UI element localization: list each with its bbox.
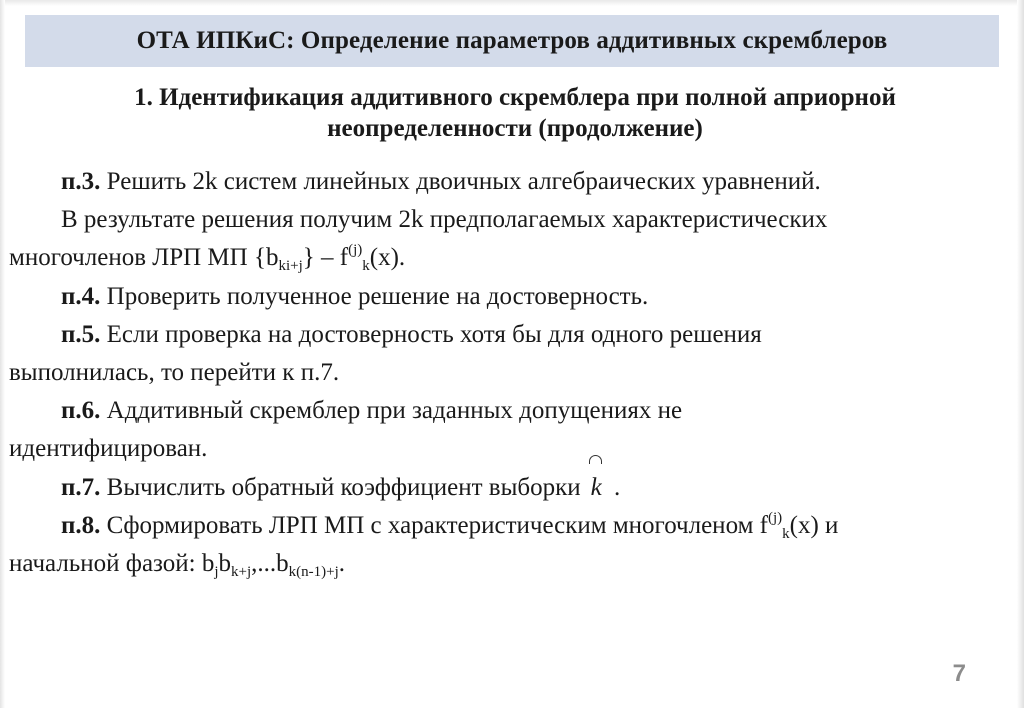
step-3-sub-1: ki+j (278, 258, 303, 275)
slide-top-edge (0, 0, 1024, 6)
k-hat-letter: k (590, 473, 602, 501)
arc-accent-icon (589, 455, 602, 464)
title-band (25, 15, 999, 67)
page-number: 7 (952, 660, 966, 687)
step-8-sub-kj: k+j (231, 564, 252, 581)
step-8-line-2 (9, 545, 1021, 583)
step-8-sub-j: j (214, 564, 219, 581)
step-3-label: п.3. (61, 168, 101, 195)
step-4-label: п.4. (61, 282, 101, 310)
step-8-text-1b: (x) и (789, 511, 839, 539)
step-5-label: п.5. (61, 320, 101, 348)
step-6-text-1: Аддитивный скремблер при заданных допущениях не (100, 397, 683, 425)
step-8-label: п.8. (61, 511, 101, 539)
step-3-text-3a: многочленов ЛРП МП {b (9, 244, 279, 272)
step-7-line (9, 469, 1021, 507)
step-8-text-1a: Сформировать ЛРП МП с характеристическим многочленом f (100, 511, 768, 539)
step-3-line-2 (9, 201, 1021, 239)
step-6-line-1 (9, 392, 1021, 430)
step-4-text: Проверить полученное решение на достоверность. (100, 282, 649, 310)
step-5-text-2: выполнилась, то перейти к п.7. (9, 359, 340, 387)
step-3-line-1 (9, 163, 1021, 201)
step-8-text-2b: b (218, 550, 232, 578)
subtitle-line-2: неопределенности (продолжение) (327, 115, 703, 142)
step-3-line-3 (9, 239, 1021, 277)
step-8-sup: (j) (767, 509, 783, 526)
step-3-text-3c: (x). (369, 244, 406, 272)
step-4-line (9, 278, 1021, 316)
step-3-sup: (j) (348, 242, 363, 259)
step-8-line-1 (9, 507, 1021, 545)
step-8-text-2c: ,...b (251, 550, 289, 578)
step-8-text-2d: . (338, 550, 346, 578)
step-6-label: п.6. (61, 397, 101, 425)
page-title: ОТА ИПКиС: Определение параметров аддитивных скремблеров (136, 27, 888, 54)
step-5-text-1: Если проверка на достоверность хотя бы для одного решения (100, 320, 762, 348)
step-6-text-2: идентифицирован. (9, 435, 208, 463)
step-7-text: Вычислить обратный коэффициент выборки (100, 473, 581, 501)
section-subtitle (20, 82, 1010, 144)
step-3-text-1: Решить 2k систем линейных двоичных алгебраических уравнений. (100, 168, 821, 195)
step-5-line-2 (9, 354, 1021, 392)
slide-left-edge (0, 0, 5, 708)
step-7-label: п.7. (61, 473, 101, 501)
step-3-sub-2: k (362, 258, 370, 275)
k-hat-symbol (581, 469, 608, 507)
step-7-end: . (607, 473, 621, 501)
slide-body (9, 163, 1021, 583)
step-8-sub: k (782, 525, 790, 542)
step-3-text-3b: } – f (302, 244, 349, 272)
step-6-line-2 (9, 430, 1021, 468)
subtitle-line-1: 1. Идентификация аддитивного скремблера при полной априорной (134, 84, 896, 111)
step-3-text-2: В результате решения получим 2k предполагаемых характеристических (61, 206, 828, 234)
step-8-sub-kn: k(n-1)+j (288, 564, 339, 581)
step-5-line-1 (9, 316, 1021, 354)
step-8-text-2a: начальной фазой: b (9, 550, 215, 578)
